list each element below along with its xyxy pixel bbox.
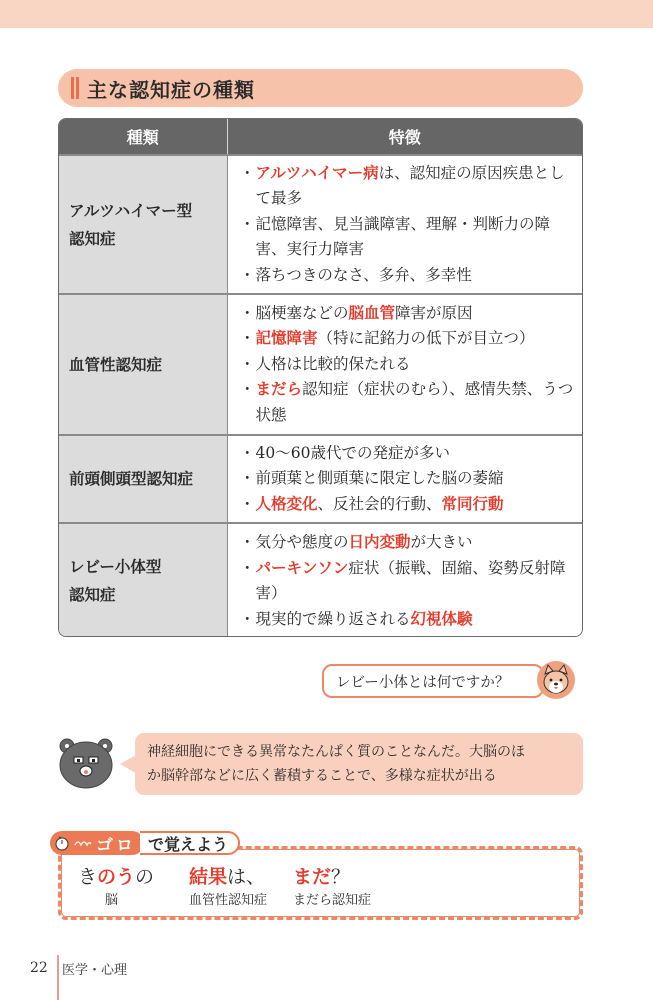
goro-pill <box>50 831 144 855</box>
phrase-text: き <box>78 866 98 888</box>
header-band <box>0 0 653 28</box>
features-cell <box>227 435 582 523</box>
feature-text: 脳梗塞などの <box>255 303 349 322</box>
mnemonic-phrase <box>78 862 154 889</box>
feature-text: 認知症（症状のむら）、感情失禁、うつ状態 <box>255 380 574 424</box>
wave-icon <box>74 839 92 847</box>
section-title <box>58 69 583 107</box>
features-cell <box>227 155 582 294</box>
feature-item: ・ 人格は比較的保たれる <box>240 352 575 378</box>
feature-item: ・ 脳梗塞などの脳血管障害が原因 <box>239 303 473 322</box>
title-bars-icon <box>71 77 79 99</box>
highlight-term: 日内変動 <box>348 533 411 551</box>
feature-item: ・ 40〜60歳代での発症が多い <box>240 441 575 467</box>
table-row <box>59 523 582 637</box>
answer-line: か脳幹部などに広く蓄積することで、多様な症状が出る <box>147 768 497 784</box>
feature-text: 症状（振戦、固縮、姿勢反射障害） <box>255 558 566 602</box>
header-features: 特徴 <box>227 119 582 155</box>
phrase-highlight: 結果 <box>189 866 228 888</box>
mnemonic-phrase <box>293 862 350 889</box>
feature-text: 落ちつきのなさ、多弁、多幸性 <box>255 265 472 284</box>
page-number: 22 <box>30 960 48 976</box>
type-label: 前頭側頭型認知症 <box>69 470 194 488</box>
section-title-text: 主な認知症の種類 <box>87 77 255 102</box>
goro-tag: で覚えよう <box>140 831 240 855</box>
feature-text: 、反社会的行動、 <box>317 494 442 513</box>
feature-item: ・ パーキンソン症状（振戦、固縮、姿勢反射障害） <box>239 558 566 602</box>
type-label: 血管性認知症 <box>69 355 163 374</box>
phrase-meaning: 脳 <box>105 893 119 908</box>
feature-text: （特に記銘力の低下が目立つ） <box>317 329 535 348</box>
phrase-meaning: まだら認知症 <box>293 893 372 908</box>
feature-text: 現実的で繰り返される <box>255 609 411 628</box>
feature-item: ・ 気分や態度の日内変動が大きい <box>239 533 473 551</box>
type-cell <box>59 523 227 637</box>
type-label: 認知症 <box>69 229 116 248</box>
highlight-term: アルツハイマー病 <box>255 163 379 182</box>
feature-text: 記憶障害、見当識障害、理解・判断力の障害、実行力障害 <box>255 214 551 259</box>
stopwatch-icon <box>54 835 70 851</box>
feature-item: ・ アルツハイマー病は、認知症の原因疾患として最多 <box>239 163 565 208</box>
header-type: 種類 <box>59 119 227 155</box>
feature-text: は、認知症の原因疾患として最多 <box>255 163 565 208</box>
highlight-term: パーキンソン <box>255 558 349 577</box>
phrase-highlight: まだ <box>293 866 332 888</box>
dementia-types-table <box>58 118 583 637</box>
phrase-text: ？ <box>331 866 351 888</box>
highlight-term: 記憶障害 <box>255 329 318 348</box>
type-label: アルツハイマー型 <box>69 201 193 220</box>
answer-line: 神経細胞にできる異常なたんぱく質のことなんだ。大脳のほ <box>147 744 525 760</box>
feature-text: 障害が原因 <box>395 303 473 322</box>
bubble-tail <box>120 755 136 773</box>
feature-item: ・ 前頭葉と側頭葉に限定した脳の萎縮 <box>240 466 575 492</box>
features-cell <box>227 294 582 435</box>
question-bubble <box>322 664 544 698</box>
question-text: レビー小体とは何ですか？ <box>336 674 510 691</box>
feature-text: 気分や態度の <box>255 533 349 551</box>
phrase-meaning: 血管性認知症 <box>189 893 268 908</box>
section-label: 医学・心理 <box>62 962 128 978</box>
footer-divider <box>57 955 59 1000</box>
type-label: 認知症 <box>69 586 116 604</box>
feature-text: 40〜60歳代での発症が多い <box>255 443 450 462</box>
goro-label: ゴロ <box>96 835 136 856</box>
feature-text: 人格は比較的保たれる <box>255 354 411 373</box>
type-cell <box>59 155 227 294</box>
mnemonic-phrase <box>189 862 265 889</box>
feature-item: ・ 記憶障害（特に記銘力の低下が目立つ） <box>239 329 535 348</box>
feature-item: ・ まだら認知症（症状のむら）、感情失禁、うつ状態 <box>239 380 574 424</box>
feature-text: が大きい <box>410 533 473 551</box>
feature-item: ・ 落ちつきのなさ、多弁、多幸性 <box>240 263 575 289</box>
highlight-term: 常同行動 <box>441 494 504 513</box>
phrase-text: は、 <box>227 866 266 888</box>
highlight-term: 人格変化 <box>255 494 318 513</box>
phrase-highlight: のう <box>97 866 136 888</box>
table-row <box>59 435 582 523</box>
shiba-dog-icon <box>536 660 576 700</box>
type-label: レビー小体型 <box>69 558 162 576</box>
type-cell <box>59 294 227 435</box>
feature-item: ・ 人格変化、反社会的行動、常同行動 <box>239 494 504 513</box>
features-cell <box>227 523 582 637</box>
phrase-text: の <box>135 866 155 888</box>
table-row <box>59 294 582 435</box>
highlight-term: 幻視体験 <box>410 609 473 628</box>
table-row <box>59 155 582 294</box>
feature-item: ・ 現実的で繰り返される幻視体験 <box>239 609 473 628</box>
highlight-term: 脳血管 <box>348 303 396 322</box>
page-footer <box>30 960 128 978</box>
mnemonic-header <box>50 830 240 856</box>
highlight-term: まだら <box>255 380 303 399</box>
gray-bear-icon <box>57 737 115 789</box>
feature-text: 前頭葉と側頭葉に限定した脳の萎縮 <box>255 469 504 488</box>
answer-bubble <box>135 733 583 795</box>
type-cell <box>59 435 227 523</box>
feature-item: ・ 記憶障害、見当識障害、理解・判断力の障害、実行力障害 <box>240 212 575 263</box>
